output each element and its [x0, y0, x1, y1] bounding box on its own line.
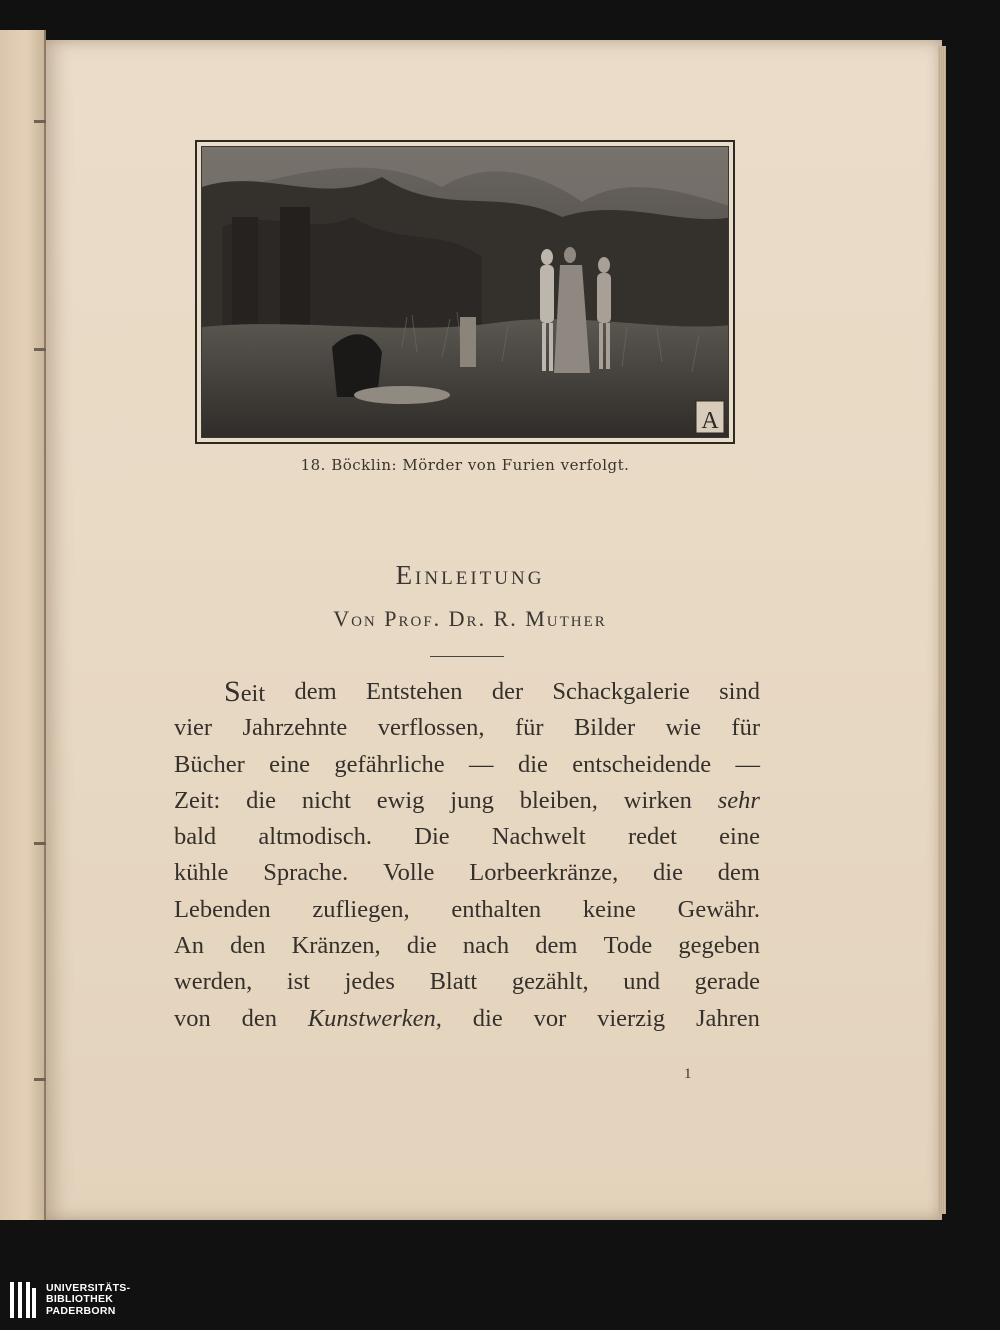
word: sehr — [717, 786, 760, 814]
word: Entstehen — [365, 678, 463, 705]
text-line — [174, 747, 760, 783]
word: Zeit: — [174, 786, 221, 814]
word: Jahrzehnte — [242, 714, 348, 742]
library-name-line: PADERBORN — [46, 1304, 116, 1317]
word: Sprache. — [263, 859, 349, 887]
word: altmodisch. — [258, 823, 373, 851]
word: jedes — [344, 968, 395, 996]
word: Kunstwerken, — [307, 1004, 442, 1032]
word: die — [472, 1004, 503, 1032]
word: redet — [627, 823, 677, 851]
word: Bilder — [573, 714, 636, 742]
word: verflossen, — [377, 714, 485, 742]
library-emblem-icon — [8, 1280, 38, 1320]
word: Nachwelt — [491, 823, 586, 851]
word: Gewähr. — [677, 895, 760, 923]
library-name-line: BIBLIOTHEK — [46, 1293, 114, 1306]
word: die — [406, 932, 437, 960]
word: sind — [719, 678, 760, 705]
word: gezählt, — [511, 968, 589, 996]
word: Jahren — [695, 1004, 760, 1032]
text-line — [174, 1001, 760, 1037]
word: ist — [286, 968, 310, 996]
word: dem — [294, 678, 337, 705]
word: eine — [269, 750, 310, 778]
figure-caption: 18. Böcklin: Mörder von Furien verfolgt. — [300, 456, 630, 474]
word: gefährliche — [334, 750, 445, 778]
word: An — [174, 932, 204, 960]
word: Lorbeerkränze, — [469, 859, 619, 887]
word: eine — [719, 823, 760, 851]
monogram-text: A — [701, 408, 719, 434]
text-line — [174, 855, 760, 891]
word: für — [514, 714, 544, 742]
text-line — [174, 783, 760, 819]
word: dem — [717, 859, 760, 887]
text-line — [174, 674, 760, 710]
word: keine — [582, 895, 636, 923]
word: wie — [665, 714, 701, 742]
text-line — [174, 928, 760, 964]
word: wirken — [623, 786, 692, 814]
word: werden, — [174, 968, 253, 996]
word: nach — [462, 932, 510, 960]
word: vor — [533, 1004, 567, 1032]
word: — — [735, 750, 760, 778]
word: — — [469, 750, 494, 778]
word: kühle — [174, 859, 229, 887]
word: dem — [535, 932, 578, 960]
word: Die — [414, 823, 450, 851]
word: ewig — [376, 786, 425, 814]
word: von — [174, 1004, 211, 1032]
word: jung — [450, 786, 494, 814]
word: bleiben, — [519, 786, 598, 814]
word: den — [241, 1004, 277, 1032]
word: für — [731, 714, 760, 742]
word: Seit — [224, 675, 266, 708]
word: die — [517, 750, 548, 778]
left-page-edge — [0, 30, 46, 1220]
word: vierzig — [597, 1004, 666, 1032]
chapter-author: Von Prof. Dr. R. Muther — [333, 606, 607, 631]
library-logo — [8, 1280, 130, 1320]
word: die — [246, 786, 277, 814]
word: Tode — [603, 932, 653, 960]
text-line — [174, 892, 760, 928]
text-line — [174, 964, 760, 1000]
word: nicht — [301, 786, 351, 814]
text-line — [174, 819, 760, 855]
word: Blatt — [429, 968, 478, 996]
word: enthalten — [451, 895, 542, 923]
text-line — [174, 710, 760, 746]
page-number: 1 — [684, 1066, 692, 1082]
word: und — [623, 968, 661, 996]
library-name-line: UNIVERSITÄTS- — [46, 1281, 131, 1294]
word: Schackgalerie — [552, 678, 690, 705]
word: vier — [174, 714, 213, 742]
word: Kränzen, — [291, 932, 381, 960]
word: entscheidende — [572, 750, 712, 778]
word: zufliegen, — [312, 895, 410, 923]
illustration-image — [201, 146, 729, 438]
word: den — [230, 932, 266, 960]
chapter-title: Einleitung — [395, 560, 545, 590]
word: gerade — [694, 968, 760, 996]
word: bald — [174, 823, 217, 851]
body-text — [174, 674, 760, 1037]
page-stack-edge — [938, 46, 946, 1214]
word: gegeben — [678, 932, 760, 960]
word: Lebenden — [174, 895, 271, 923]
word: der — [491, 678, 524, 705]
word: Volle — [383, 859, 435, 887]
illustration-plate — [195, 140, 735, 444]
word: Bücher — [174, 750, 245, 778]
word: die — [653, 859, 683, 887]
heading-divider — [430, 656, 504, 657]
